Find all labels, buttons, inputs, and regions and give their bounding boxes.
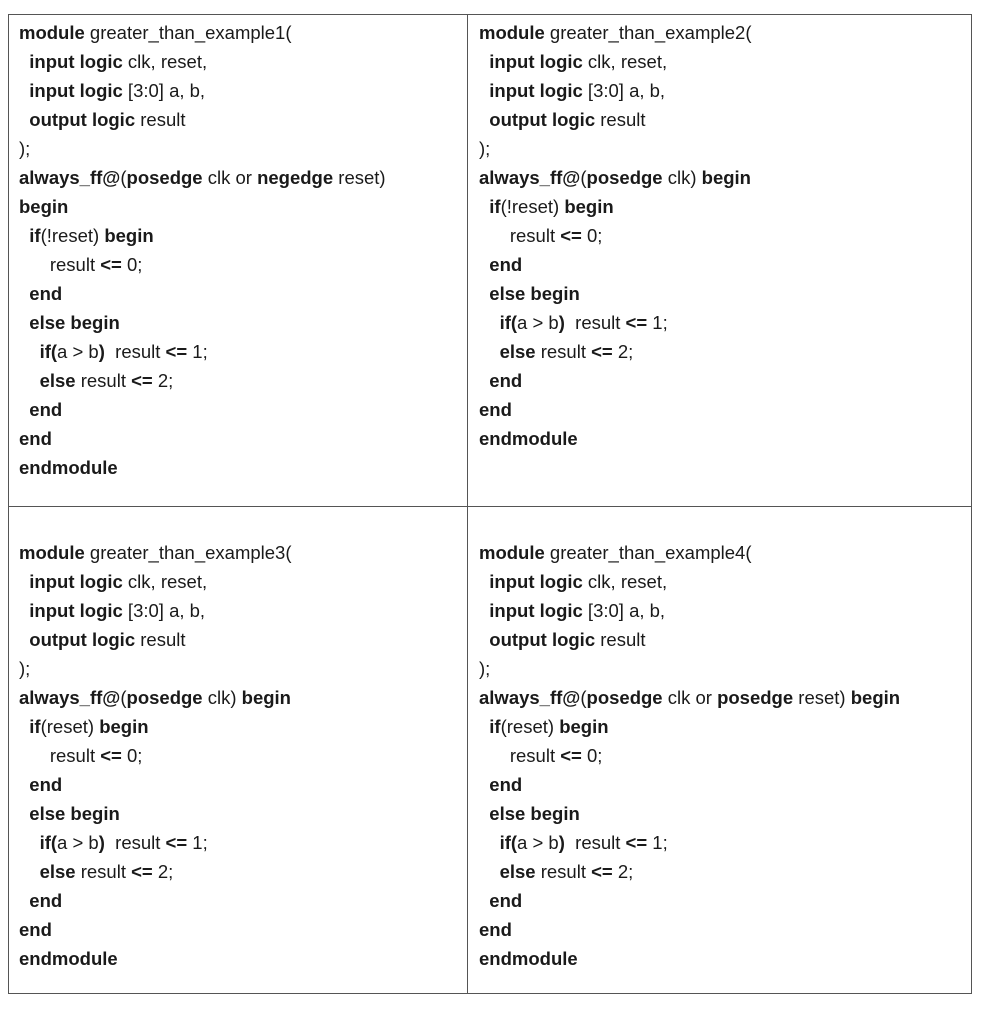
code-keyword: if — [29, 716, 41, 737]
code-text: a > b — [517, 832, 559, 853]
code-text: result — [19, 254, 101, 275]
code-text: result — [479, 225, 561, 246]
code-text: 2; — [612, 341, 634, 362]
code-keyword: input logic — [29, 80, 123, 101]
code-text: 1; — [187, 341, 208, 362]
code-keyword: <= — [165, 832, 188, 853]
code-text — [19, 399, 29, 420]
code-keyword: posedge — [717, 687, 794, 708]
code-keyword: begin — [564, 196, 614, 217]
code-line — [479, 105, 752, 134]
code-line — [19, 308, 386, 337]
code-keyword: end — [489, 774, 523, 795]
code-cell-example3 — [19, 538, 292, 973]
code-keyword: end — [479, 399, 512, 420]
code-keyword: else — [39, 861, 76, 882]
code-keyword: end — [29, 399, 63, 420]
code-line — [19, 250, 386, 279]
code-line — [19, 828, 292, 857]
code-keyword: else — [499, 341, 536, 362]
code-text: result — [535, 341, 592, 362]
code-text — [479, 196, 489, 217]
code-text: reset) — [333, 167, 386, 188]
code-text: 0; — [581, 225, 603, 246]
code-line — [19, 886, 292, 915]
code-line — [19, 134, 386, 163]
code-keyword: posedge — [126, 167, 203, 188]
code-line — [479, 857, 900, 886]
code-keyword: end — [19, 428, 52, 449]
code-text: clk) — [202, 687, 242, 708]
code-line — [19, 683, 292, 712]
code-keyword: else — [499, 861, 536, 882]
code-text — [479, 254, 489, 275]
code-keyword: ) — [98, 832, 105, 853]
code-line — [479, 76, 752, 105]
code-line — [479, 625, 900, 654]
code-keyword: endmodule — [19, 948, 118, 969]
code-text: clk or — [202, 167, 258, 188]
code-keyword: if( — [499, 312, 518, 333]
code-line — [19, 105, 386, 134]
code-comparison-table — [8, 14, 972, 994]
code-keyword: end — [29, 774, 63, 795]
code-keyword: <= — [100, 254, 122, 275]
code-text: clk or — [662, 687, 718, 708]
code-text: 1; — [647, 312, 668, 333]
code-line — [479, 741, 900, 770]
code-text: result — [75, 370, 132, 391]
code-text — [19, 283, 29, 304]
code-text: 0; — [121, 254, 143, 275]
code-text: reset) — [793, 687, 851, 708]
code-line — [479, 395, 752, 424]
code-keyword: module — [19, 22, 85, 43]
code-keyword: posedge — [586, 167, 663, 188]
code-line — [19, 18, 386, 47]
code-text — [479, 109, 489, 130]
code-keyword: if — [489, 716, 501, 737]
code-text: 1; — [647, 832, 668, 853]
code-text: clk, reset, — [122, 571, 208, 592]
code-text: [3:0] a, b, — [582, 80, 666, 101]
code-keyword: <= — [131, 370, 153, 391]
code-line — [19, 915, 292, 944]
code-cell-example2 — [479, 18, 752, 453]
code-line — [19, 654, 292, 683]
code-text — [479, 629, 489, 650]
code-text — [19, 51, 29, 72]
code-text: ); — [479, 658, 491, 679]
code-keyword: else begin — [29, 312, 120, 333]
code-keyword: module — [479, 22, 545, 43]
code-text — [479, 832, 500, 853]
code-line — [479, 683, 900, 712]
code-text: result — [19, 745, 101, 766]
code-text: a > b — [57, 341, 99, 362]
code-text: result — [104, 341, 166, 362]
code-keyword: end — [29, 890, 63, 911]
code-text: clk, reset, — [122, 51, 208, 72]
code-text — [19, 861, 40, 882]
code-line — [19, 337, 386, 366]
code-line — [479, 538, 900, 567]
code-keyword: always_ff@ — [19, 167, 121, 188]
code-line — [479, 567, 900, 596]
code-text: result — [595, 629, 646, 650]
code-keyword: posedge — [586, 687, 663, 708]
code-line — [479, 915, 900, 944]
code-text — [479, 312, 500, 333]
code-text: (!reset) — [500, 196, 565, 217]
code-line — [479, 596, 900, 625]
code-line — [19, 944, 292, 973]
code-keyword: output logic — [489, 629, 596, 650]
code-line — [479, 799, 900, 828]
code-keyword: <= — [131, 861, 153, 882]
code-text — [479, 861, 500, 882]
code-text: result — [535, 861, 592, 882]
code-keyword: end — [489, 370, 523, 391]
code-keyword: input logic — [489, 80, 583, 101]
code-text: [3:0] a, b, — [582, 600, 666, 621]
code-keyword: <= — [625, 312, 648, 333]
code-keyword: begin — [19, 196, 69, 217]
code-text — [19, 832, 40, 853]
code-text: ); — [19, 658, 31, 679]
code-text — [19, 571, 29, 592]
code-line — [479, 828, 900, 857]
code-text — [19, 716, 29, 737]
code-line — [479, 366, 752, 395]
code-text — [19, 600, 29, 621]
code-text — [19, 225, 29, 246]
code-keyword: else begin — [489, 283, 580, 304]
code-keyword: output logic — [29, 629, 136, 650]
code-text — [479, 80, 489, 101]
code-keyword: <= — [560, 745, 582, 766]
code-text — [479, 571, 489, 592]
code-text: ( — [580, 687, 587, 708]
code-keyword: <= — [591, 341, 613, 362]
code-keyword: end — [19, 919, 52, 940]
code-keyword: else begin — [489, 803, 580, 824]
code-keyword: input logic — [29, 600, 123, 621]
code-keyword: if( — [39, 341, 58, 362]
code-keyword: if — [29, 225, 41, 246]
code-text — [19, 774, 29, 795]
code-line — [19, 163, 386, 192]
code-line — [19, 221, 386, 250]
code-text: greater_than_example2( — [544, 22, 752, 43]
code-text — [479, 51, 489, 72]
code-text — [19, 890, 29, 911]
code-keyword: end — [29, 283, 63, 304]
code-keyword: begin — [104, 225, 154, 246]
code-keyword: if — [489, 196, 501, 217]
code-line — [19, 76, 386, 105]
code-keyword: input logic — [489, 51, 583, 72]
column-divider — [467, 15, 468, 993]
code-text: clk) — [662, 167, 702, 188]
code-line — [19, 279, 386, 308]
code-keyword: <= — [560, 225, 582, 246]
code-text: ( — [120, 167, 127, 188]
code-text: 2; — [152, 861, 174, 882]
code-text: 0; — [121, 745, 143, 766]
code-line — [19, 424, 386, 453]
code-line — [19, 47, 386, 76]
code-keyword: begin — [850, 687, 901, 708]
code-keyword: <= — [625, 832, 648, 853]
code-text — [479, 803, 489, 824]
code-text: [3:0] a, b, — [122, 600, 206, 621]
code-text: result — [564, 312, 626, 333]
code-text: (reset) — [500, 716, 560, 737]
code-keyword: <= — [165, 341, 188, 362]
code-keyword: input logic — [29, 51, 123, 72]
code-keyword: module — [479, 542, 545, 563]
code-keyword: begin — [701, 167, 751, 188]
code-keyword: always_ff@ — [479, 687, 581, 708]
code-line — [479, 886, 900, 915]
code-keyword: output logic — [489, 109, 596, 130]
code-line — [479, 18, 752, 47]
code-line — [479, 337, 752, 366]
code-text: 2; — [612, 861, 634, 882]
code-text: [3:0] a, b, — [122, 80, 206, 101]
code-keyword: begin — [559, 716, 609, 737]
row-divider — [9, 506, 971, 507]
code-line — [479, 221, 752, 250]
code-keyword: <= — [591, 861, 613, 882]
code-line — [19, 596, 292, 625]
code-keyword: if( — [499, 832, 518, 853]
code-text: result — [75, 861, 132, 882]
code-text — [19, 629, 29, 650]
code-text: 0; — [581, 745, 603, 766]
code-keyword: input logic — [29, 571, 123, 592]
code-line — [19, 857, 292, 886]
code-text: result — [595, 109, 646, 130]
code-line — [479, 163, 752, 192]
code-text — [479, 370, 489, 391]
code-text: greater_than_example4( — [544, 542, 752, 563]
code-text: (reset) — [40, 716, 100, 737]
code-line — [19, 799, 292, 828]
code-text: result — [135, 109, 186, 130]
code-line — [479, 654, 900, 683]
code-text: (!reset) — [40, 225, 105, 246]
code-keyword: begin — [241, 687, 291, 708]
code-line — [19, 395, 386, 424]
code-keyword: input logic — [489, 571, 583, 592]
code-line — [479, 279, 752, 308]
code-text — [19, 80, 29, 101]
code-text — [479, 716, 489, 737]
code-cell-example4 — [479, 538, 900, 973]
code-line — [479, 134, 752, 163]
code-keyword: posedge — [126, 687, 203, 708]
code-text: ( — [580, 167, 587, 188]
code-line — [479, 712, 900, 741]
code-keyword: endmodule — [479, 948, 578, 969]
code-text — [19, 803, 29, 824]
code-line — [19, 741, 292, 770]
code-keyword: endmodule — [19, 457, 118, 478]
code-keyword: if( — [39, 832, 58, 853]
code-line — [479, 944, 900, 973]
code-keyword: ) — [558, 832, 565, 853]
code-keyword: always_ff@ — [19, 687, 121, 708]
code-line — [479, 192, 752, 221]
code-line — [19, 453, 386, 482]
code-keyword: always_ff@ — [479, 167, 581, 188]
code-text — [19, 341, 40, 362]
code-keyword: ) — [558, 312, 565, 333]
code-text — [479, 283, 489, 304]
code-line — [19, 625, 292, 654]
code-text: clk, reset, — [582, 51, 668, 72]
code-keyword: input logic — [489, 600, 583, 621]
code-keyword: else — [39, 370, 76, 391]
code-line — [479, 47, 752, 76]
code-keyword: negedge — [257, 167, 334, 188]
code-line — [19, 366, 386, 395]
code-text: 1; — [187, 832, 208, 853]
code-text: result — [104, 832, 166, 853]
code-line — [479, 250, 752, 279]
code-line — [479, 308, 752, 337]
code-line — [19, 538, 292, 567]
code-keyword: endmodule — [479, 428, 578, 449]
code-text: 2; — [152, 370, 174, 391]
code-line — [19, 567, 292, 596]
code-text — [479, 890, 489, 911]
code-keyword: end — [479, 919, 512, 940]
code-keyword: module — [19, 542, 85, 563]
code-text — [19, 109, 29, 130]
code-line — [19, 192, 386, 221]
code-keyword: ) — [98, 341, 105, 362]
code-line — [479, 770, 900, 799]
code-text: clk, reset, — [582, 571, 668, 592]
code-line — [19, 770, 292, 799]
code-text: result — [135, 629, 186, 650]
code-text — [19, 312, 29, 333]
code-text: greater_than_example1( — [84, 22, 292, 43]
code-keyword: <= — [100, 745, 122, 766]
code-line — [479, 424, 752, 453]
code-text: ); — [479, 138, 491, 159]
code-text: a > b — [517, 312, 559, 333]
code-keyword: begin — [99, 716, 149, 737]
code-keyword: output logic — [29, 109, 136, 130]
code-text — [479, 341, 500, 362]
code-text: greater_than_example3( — [84, 542, 292, 563]
code-text — [479, 600, 489, 621]
code-text: ( — [120, 687, 127, 708]
code-keyword: end — [489, 254, 523, 275]
code-keyword: end — [489, 890, 523, 911]
code-text: result — [479, 745, 561, 766]
code-line — [19, 712, 292, 741]
code-text: result — [564, 832, 626, 853]
code-text — [19, 370, 40, 391]
code-keyword: else begin — [29, 803, 120, 824]
code-cell-example1 — [19, 18, 386, 482]
code-text: a > b — [57, 832, 99, 853]
code-text: ); — [19, 138, 31, 159]
code-text — [479, 774, 489, 795]
